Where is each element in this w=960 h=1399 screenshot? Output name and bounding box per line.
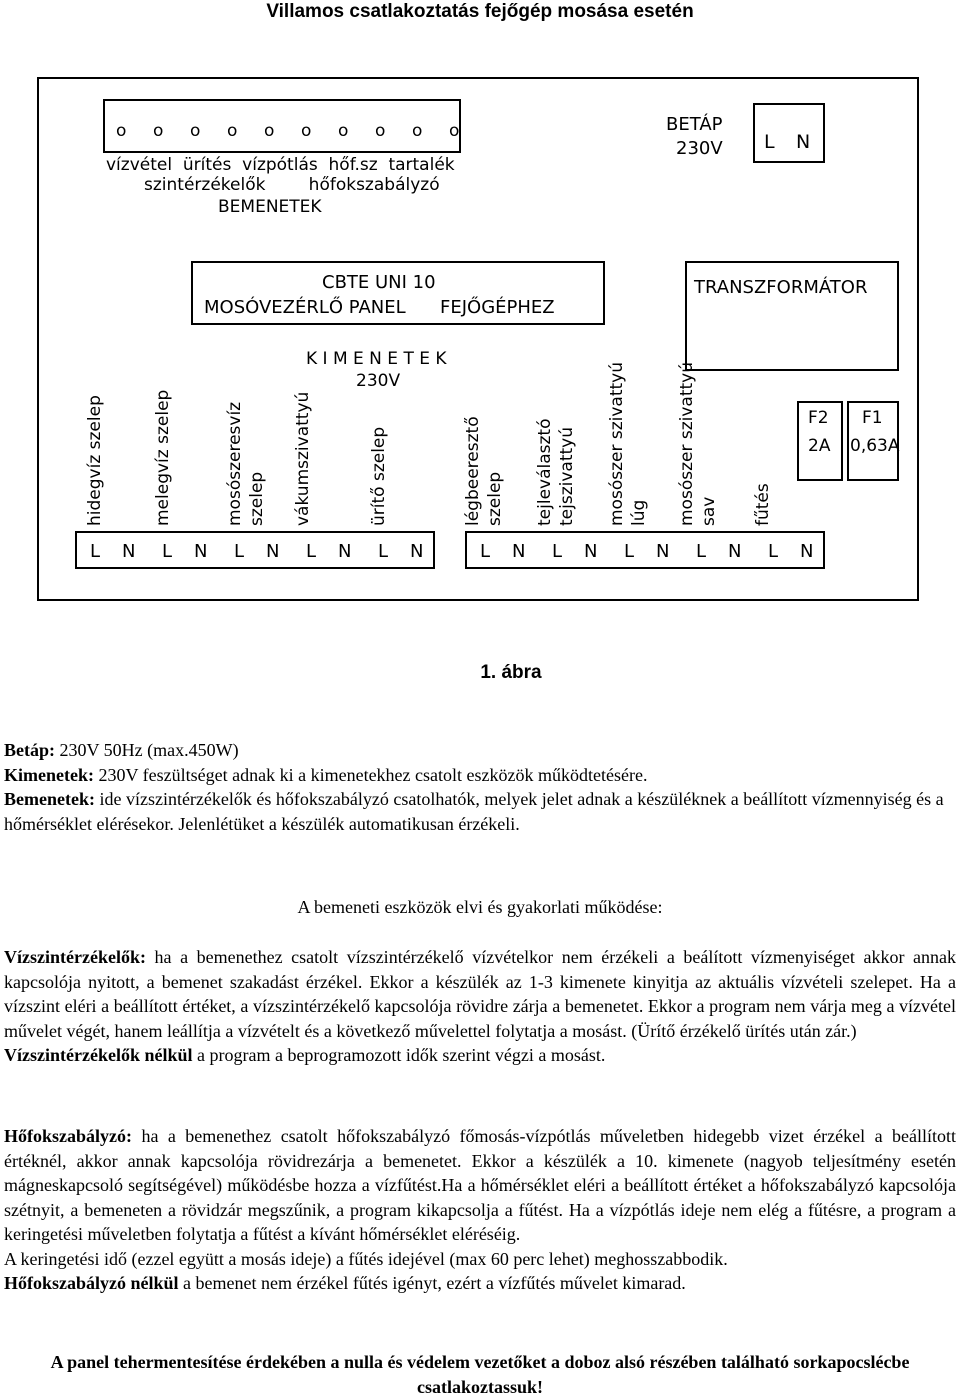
terminal-n: N — [800, 541, 814, 562]
thermostat-block — [4, 1124, 956, 1296]
spec-bemenetek-label: Bemenetek: — [4, 789, 95, 809]
input-terminal: o — [227, 121, 238, 141]
output-terminals — [90, 541, 813, 562]
para-level-sensors-text: ha a bemenethez csatolt vízszintérzékelő vízvételkor nem érzékeli a beálított vízmenyiséget akkor annak kapcsolója nyitott, a bemenet szakadást érzékel. Ekkor a készülék az 1-3 kimenete kinyitja az aktuális vízvételi szelepet. Ha a vízszint eléri a beállított értéket, a vízszintérzékelő kapcsolója rövidre zárja a bemenetet. Ekkor a program nem várja meg a vízvétel művelet végét, hanem leállítja a vízvételt és a következő művelettel folytatja a mosást. (Ürítő érzékelő ürítés után zár.) — [4, 947, 956, 1041]
terminal-n: N — [410, 541, 424, 562]
wiring-diagram — [0, 0, 960, 640]
output-label-left-4: vákumszivattyú — [293, 391, 313, 526]
terminal-n: N — [122, 541, 136, 562]
output-label-left-3-sub: szelep — [247, 471, 267, 526]
output-label-left-2: melegvíz szelep — [153, 389, 173, 526]
para-no-thermostat — [4, 1271, 956, 1296]
input-terminal: o — [301, 121, 312, 141]
power-terminal-l: L — [764, 131, 775, 153]
explanation-block — [4, 945, 956, 1068]
figure-caption: 1. ábra — [480, 662, 542, 683]
para-level-sensors — [4, 945, 956, 1043]
spec-betap-label: Betáp: — [4, 740, 55, 760]
spec-betap-text: 230V 50Hz (max.450W) — [55, 740, 239, 760]
specs-block — [4, 738, 956, 836]
fuse-f2-value: 2A — [808, 436, 831, 456]
terminal-n: N — [512, 541, 526, 562]
input-terminal: o — [449, 121, 460, 141]
inputs-labels-row1: vízvétel ürítés vízpótlás hőf.sz tartalék — [106, 155, 455, 175]
spec-kimenetek-label: Kimenetek: — [4, 764, 94, 785]
terminal-l: L — [162, 541, 173, 562]
terminal-l: L — [552, 541, 563, 562]
para-thermostat-text: ha a bemenethez csatolt hőfokszabályzó főmosás-vízpótlás műveletben hidegebb vizet érzékel a beállított értéknél, akkor annak kapcsolója rövidrezárja a bemenetet. Ekkor a készülék a 10. kimenete (nagyob teljesítmény esetén mágneskapcsoló segítségével) működésbe hozza a vízfűtést.Ha a hőmérséklet eléri a beállított értéket a hőfokszabályzó kapcsolója szétnyit, a bemeneten a rövidzár megszűnik, a program kikapcsolja a fűtést. Ha a vízpótlás ideje nem elég a fűtésre, a program a keringetési műveletben folytatja a fűtést a kívánt hőmérséklet eléréséig. — [4, 1126, 956, 1244]
input-terminal: o — [116, 121, 127, 141]
output-label-right-4-sub: sav — [699, 496, 719, 526]
outputs-voltage: 230V — [356, 371, 401, 391]
spec-kimenetek — [4, 763, 956, 788]
terminal-n: N — [584, 541, 598, 562]
input-terminal: o — [264, 121, 275, 141]
spec-bemenetek-text: ide vízszintérzékelők és hőfokszabályzó csatolhatók, melyek jelet adnak a készüléknek a beállított vízmennyiség és a hőmérséklet elérésekor. Jelenlétüket a készülék automatikusan érzékeli. — [4, 789, 944, 834]
power-terminal-n: N — [796, 131, 811, 153]
betap-label: BETÁP — [666, 114, 723, 135]
para-no-level-sensors — [4, 1043, 956, 1068]
panel-model: CBTE UNI 10 — [322, 272, 436, 293]
fuse-f1-value: 0,63A — [850, 436, 900, 456]
spec-bemenetek — [4, 787, 956, 836]
spec-betap — [4, 738, 956, 763]
terminal-n: N — [656, 541, 670, 562]
input-terminal: o — [338, 121, 349, 141]
para-thermostat-label: Hőfokszabályzó: — [4, 1126, 132, 1146]
para-thermostat — [4, 1124, 956, 1247]
para-no-thermostat-label: Hőfokszabályzó nélkül — [4, 1273, 179, 1293]
terminal-l: L — [480, 541, 491, 562]
terminal-n: N — [338, 541, 352, 562]
output-labels — [85, 362, 773, 526]
inputs-terminals — [116, 121, 459, 141]
input-terminal: o — [412, 121, 423, 141]
betap-voltage: 230V — [676, 138, 723, 159]
para-level-sensors-label: Vízszintérzékelők: — [4, 947, 146, 967]
output-label-left-5: ürítő szelep — [369, 426, 389, 526]
output-label-right-3: mosószer szivattyú — [607, 362, 627, 526]
transformer-label: TRANSZFORMÁTOR — [694, 277, 868, 298]
terminal-l: L — [768, 541, 779, 562]
terminal-l: L — [306, 541, 317, 562]
input-terminal: o — [153, 121, 164, 141]
para-circulation: A keringetési idő (ezzel együtt a mosás ideje) a fűtés idejével (max 60 perc lehet) meghosszabbodik. — [4, 1248, 728, 1269]
output-label-right-1: légbeeresztő — [463, 416, 483, 526]
page-title: Villamos csatlakoztatás fejőgép mosása esetén — [266, 1, 694, 22]
terminal-n: N — [728, 541, 742, 562]
section-title: A bemeneti eszközök elvi és gyakorlati működése: — [297, 897, 663, 917]
output-label-right-5: fűtés — [753, 483, 773, 526]
footer-note: A panel tehermentesítése érdekében a nulla és védelem vezetőket a doboz alsó részében található sorkapocslécbe csatlakoztassuk! — [50, 1352, 910, 1397]
spec-kimenetek-text: 230V feszültséget adnak ki a kimenetekhez csatolt eszközök működtetésére. — [93, 764, 648, 785]
para-no-thermostat-text: a bemenet nem érzékel fűtés igényt, ezért a vízfűtés művelet kimarad. — [178, 1273, 686, 1293]
output-label-right-2-sub: tejszivattyú — [557, 427, 577, 526]
terminal-n: N — [194, 541, 208, 562]
output-label-right-2: tejleválasztó — [535, 418, 555, 526]
output-label-left-3: mosószeresvíz — [225, 401, 245, 526]
terminal-l: L — [90, 541, 101, 562]
input-terminal: o — [375, 121, 386, 141]
input-terminal: o — [190, 121, 201, 141]
outputs-title: K I M E N E T E K — [306, 349, 447, 369]
para-no-level-sensors-text: a program a beprogramozott idők szerint végzi a mosást. — [192, 1045, 606, 1065]
output-label-left-1: hidegvíz szelep — [85, 395, 105, 526]
panel-name: MOSÓVEZÉRLŐ PANEL FEJŐGÉPHEZ — [204, 297, 555, 318]
terminal-l: L — [234, 541, 245, 562]
output-label-right-1-sub: szelep — [485, 471, 505, 526]
output-label-right-3-sub: lúg — [629, 499, 649, 526]
terminal-l: L — [378, 541, 389, 562]
terminal-l: L — [624, 541, 635, 562]
terminal-l: L — [696, 541, 707, 562]
terminal-n: N — [266, 541, 280, 562]
para-no-level-sensors-label: Vízszintérzékelők nélkül — [4, 1045, 193, 1065]
inputs-title: BEMENETEK — [218, 197, 322, 217]
fuse-f1-name: F1 — [862, 408, 883, 428]
inputs-labels-row2: szintérzékelők hőfokszabályzó — [144, 175, 440, 195]
fuse-f2-name: F2 — [808, 408, 829, 428]
output-label-right-4: mosószer szivattyú — [677, 362, 697, 526]
